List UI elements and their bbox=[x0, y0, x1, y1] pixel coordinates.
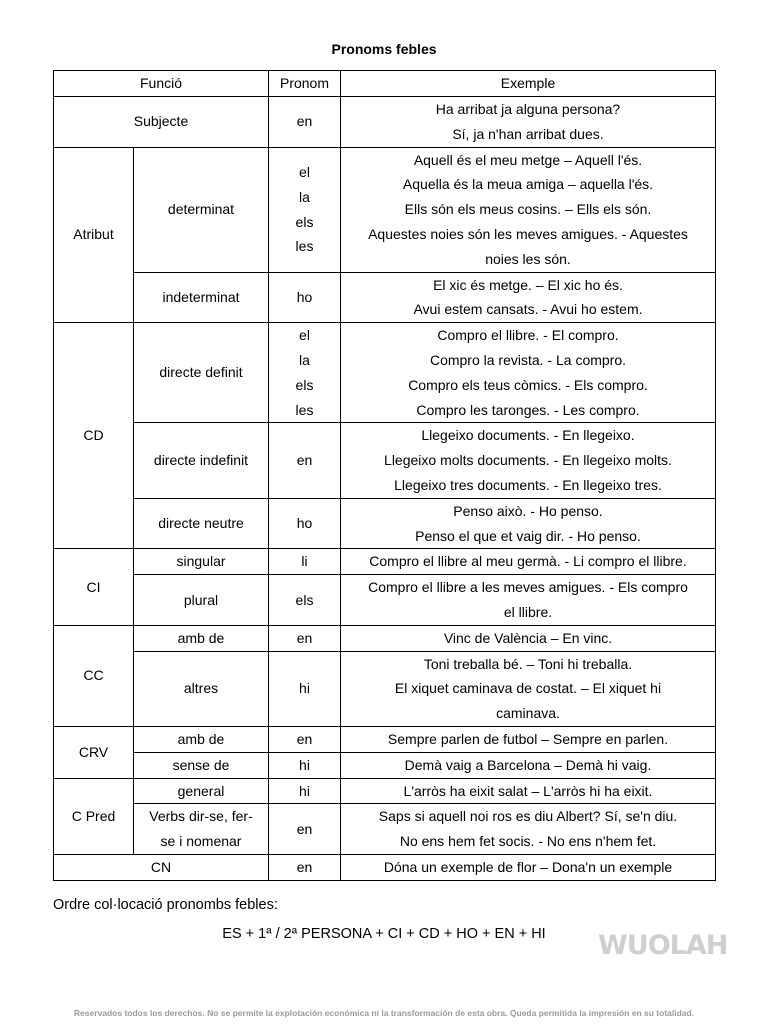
table-row bbox=[54, 423, 716, 498]
pronom-cell: en bbox=[269, 625, 341, 651]
exemple-line: El xic és metge. – El xic ho és. bbox=[433, 276, 623, 293]
funcio-cell: CD bbox=[54, 323, 134, 549]
exemple-cell bbox=[341, 726, 716, 752]
table-header-row bbox=[54, 71, 716, 97]
funcio-cell: CC bbox=[54, 625, 134, 726]
subfuncio-line: Verbs dir-se, fer- bbox=[149, 808, 253, 825]
page-title: Pronoms febles bbox=[331, 41, 437, 57]
subfuncio-cell: amb de bbox=[134, 726, 269, 752]
wuolah-watermark-logo: WUOLAH bbox=[598, 930, 728, 961]
exemple-line: caminava. bbox=[496, 705, 560, 722]
subfuncio-cell: altres bbox=[134, 651, 269, 726]
pronom-cell: hi bbox=[269, 752, 341, 778]
subfuncio-cell: determinat bbox=[134, 147, 269, 272]
table-row bbox=[54, 752, 716, 778]
exemple-line: L'arròs ha eixit salat – L'arròs hi ha eixit. bbox=[403, 782, 653, 799]
exemple-line: Demà vaig a Barcelona – Demà hi vaig. bbox=[404, 756, 652, 773]
pronom-cell: en bbox=[269, 726, 341, 752]
exemple-line: Aquell és el meu metge – Aquell l'és. bbox=[413, 151, 643, 168]
exemple-line: Dóna un exemple de flor – Dona'n un exemple bbox=[383, 858, 673, 875]
exemple-line: Compro el llibre al meu germà. - Li compro el llibre. bbox=[369, 553, 687, 570]
table-row bbox=[54, 651, 716, 726]
funcio-cell: Atribut bbox=[54, 147, 134, 323]
table-row bbox=[54, 726, 716, 752]
exemple-line: Aquella és la meua amiga – aquella l'és. bbox=[402, 176, 654, 193]
funcio-cell: C Pred bbox=[54, 778, 134, 854]
funcio-cell: CN bbox=[54, 854, 269, 880]
table-row bbox=[54, 854, 716, 880]
exemple-cell bbox=[341, 752, 716, 778]
exemple-cell bbox=[341, 625, 716, 651]
exemple-line: Compro la revista. - La compro. bbox=[429, 351, 627, 368]
exemple-line: Sí, ja n'han arribat dues. bbox=[452, 125, 604, 142]
pronom-line: les bbox=[295, 401, 314, 418]
exemple-cell bbox=[341, 323, 716, 423]
pronom-cell: en bbox=[269, 804, 341, 855]
pronom-cell: hi bbox=[269, 778, 341, 804]
pronom-line: la bbox=[299, 351, 310, 368]
table-row bbox=[54, 498, 716, 549]
funcio-cell: Subjecte bbox=[54, 97, 269, 148]
pronom-cell: hi bbox=[269, 651, 341, 726]
pronom-cell bbox=[269, 147, 341, 272]
exemple-cell bbox=[341, 147, 716, 272]
pronom-line: el bbox=[299, 327, 310, 344]
pronom-line: els bbox=[295, 213, 314, 230]
exemple-line: Compro els teus còmics. - Els compro. bbox=[408, 376, 648, 393]
exemple-line: noies les són. bbox=[485, 250, 571, 267]
table-row bbox=[54, 625, 716, 651]
exemple-cell bbox=[341, 651, 716, 726]
exemple-cell bbox=[341, 97, 716, 148]
pronoms-table bbox=[53, 70, 716, 881]
header-funcio: Funció bbox=[54, 71, 269, 97]
pronom-cell: els bbox=[269, 575, 341, 626]
exemple-cell bbox=[341, 423, 716, 498]
pronom-line: els bbox=[295, 376, 314, 393]
exemple-cell bbox=[341, 804, 716, 855]
exemple-line: Llegeixo molts documents. - En llegeixo molts. bbox=[384, 452, 672, 469]
table-row bbox=[54, 97, 716, 148]
exemple-line: Penso el que et vaig dir. - Ho penso. bbox=[415, 527, 641, 544]
pronom-cell: en bbox=[269, 97, 341, 148]
subfuncio-cell: indeterminat bbox=[134, 272, 269, 323]
table-row bbox=[54, 575, 716, 626]
table-row bbox=[54, 804, 716, 855]
exemple-cell bbox=[341, 778, 716, 804]
pronom-line: la bbox=[299, 188, 310, 205]
order-formula: ES + 1ª / 2ª PERSONA + CI + CD + HO + EN + HI bbox=[222, 926, 546, 942]
exemple-cell bbox=[341, 549, 716, 575]
header-pronom: Pronom bbox=[269, 71, 341, 97]
copyright-footer: Reservados todos los derechos. No se permite la explotación económica ni la transformación de esta obra. Queda permitida la impresión en su totalidad. bbox=[73, 1008, 695, 1018]
exemple-line: el llibre. bbox=[503, 603, 553, 620]
exemple-line: Ells són els meus cosins. – Ells els són. bbox=[404, 201, 652, 218]
exemple-cell bbox=[341, 272, 716, 323]
exemple-line: Compro el llibre. - El compro. bbox=[437, 327, 619, 344]
pronom-cell: en bbox=[269, 423, 341, 498]
exemple-cell bbox=[341, 575, 716, 626]
subfuncio-cell: sense de bbox=[134, 752, 269, 778]
subfuncio-line: se i nomenar bbox=[160, 833, 242, 850]
subfuncio-cell bbox=[134, 804, 269, 855]
exemple-line: Avui estem cansats. - Avui ho estem. bbox=[413, 301, 643, 318]
exemple-line: Sempre parlen de futbol – Sempre en parlen. bbox=[387, 730, 669, 747]
subfuncio-cell: amb de bbox=[134, 625, 269, 651]
exemple-line: Penso això. - Ho penso. bbox=[453, 502, 603, 519]
pronom-cell: ho bbox=[269, 498, 341, 549]
funcio-cell: CI bbox=[54, 549, 134, 625]
exemple-line: El xiquet caminava de costat. – El xiquet hi bbox=[394, 680, 662, 697]
exemple-line: Saps si aquell noi ros es diu Albert? Sí, se'n diu. bbox=[378, 808, 678, 825]
exemple-line: Llegeixo tres documents. - En llegeixo tres. bbox=[394, 476, 662, 493]
exemple-line: Vinc de València – En vinc. bbox=[443, 629, 613, 646]
subfuncio-cell: directe indefinit bbox=[134, 423, 269, 498]
order-label: Ordre col·locació pronombs febles: bbox=[53, 897, 278, 913]
table-row bbox=[54, 272, 716, 323]
pronom-line: les bbox=[295, 238, 314, 255]
pronom-cell: en bbox=[269, 854, 341, 880]
subfuncio-cell: singular bbox=[134, 549, 269, 575]
pronom-cell: li bbox=[269, 549, 341, 575]
table-row bbox=[54, 323, 716, 423]
exemple-cell bbox=[341, 498, 716, 549]
table-row bbox=[54, 147, 716, 272]
funcio-cell: CRV bbox=[54, 726, 134, 778]
table-row bbox=[54, 549, 716, 575]
header-exemple: Exemple bbox=[341, 71, 716, 97]
pronom-cell bbox=[269, 323, 341, 423]
exemple-line: No ens hem fet socis. - No ens n'hem fet. bbox=[399, 833, 657, 850]
exemple-line: Compro les taronges. - Les compro. bbox=[416, 401, 640, 418]
exemple-line: Llegeixo documents. - En llegeixo. bbox=[421, 427, 635, 444]
exemple-line: Ha arribat ja alguna persona? bbox=[435, 101, 621, 117]
exemple-line: Compro el llibre a les meves amigues. - Els compro bbox=[368, 579, 688, 596]
subfuncio-cell: directe definit bbox=[134, 323, 269, 423]
subfuncio-cell: general bbox=[134, 778, 269, 804]
subfuncio-cell: plural bbox=[134, 575, 269, 626]
exemple-line: Toni treballa bé. – Toni hi treballa. bbox=[423, 655, 633, 672]
subfuncio-cell: directe neutre bbox=[134, 498, 269, 549]
table-row bbox=[54, 778, 716, 804]
exemple-line: Aquestes noies són les meves amigues. - Aquestes bbox=[368, 225, 688, 242]
exemple-cell bbox=[341, 854, 716, 880]
pronom-cell: ho bbox=[269, 272, 341, 323]
pronom-line: el bbox=[299, 163, 310, 180]
